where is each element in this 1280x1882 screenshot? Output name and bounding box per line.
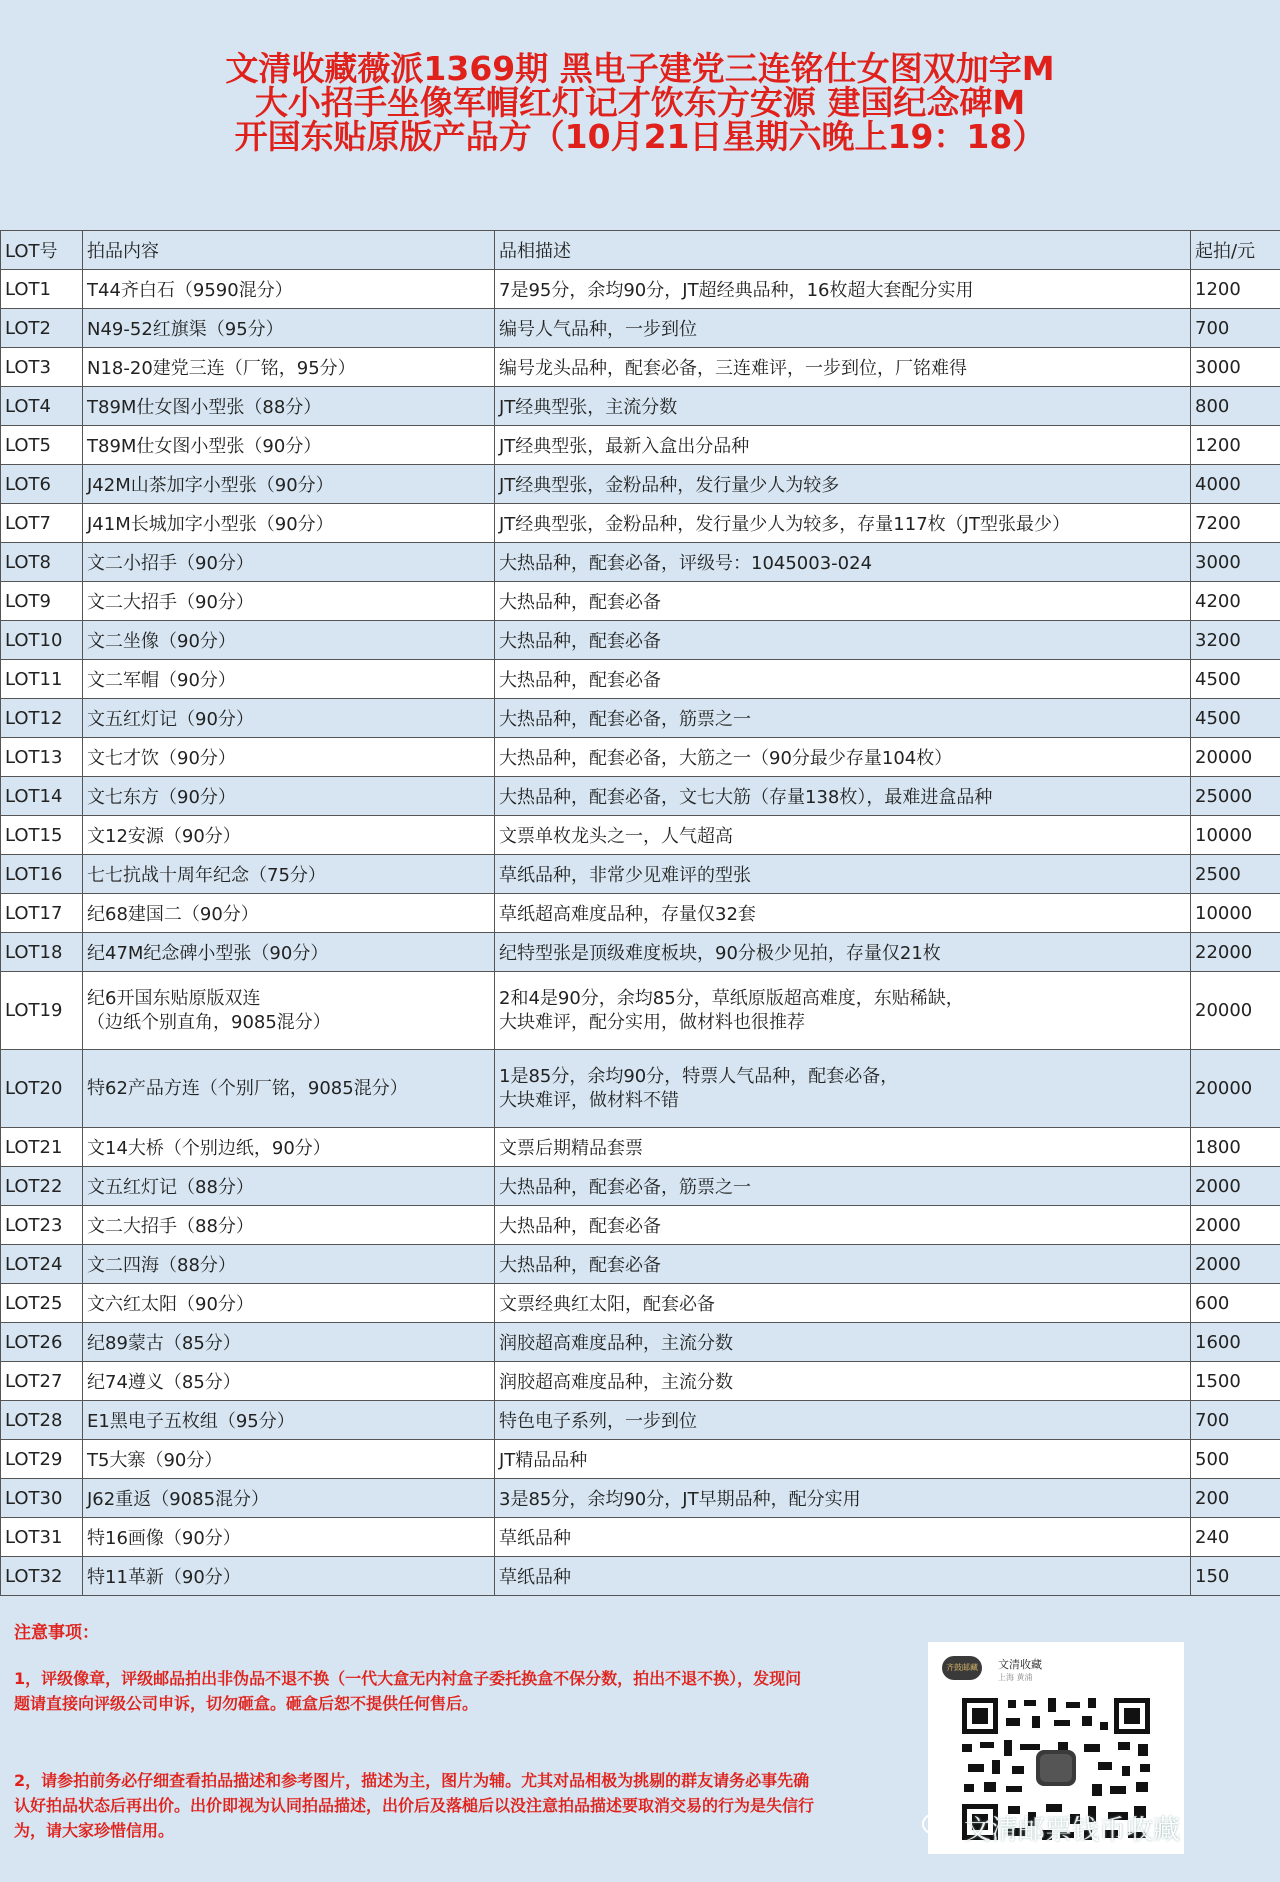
item-cell: 特16画像（90分） — [83, 1518, 495, 1557]
lot-cell: LOT6 — [1, 465, 83, 504]
item-cell: N18-20建党三连（厂铭，95分） — [83, 348, 495, 387]
price-cell: 25000 — [1191, 777, 1280, 816]
desc-cell: 草纸品种 — [495, 1557, 1191, 1596]
desc-cell — [495, 1050, 1191, 1128]
desc-cell: JT经典型张，金粉品种，发行量少人为较多 — [495, 465, 1191, 504]
desc-cell: JT经典型张，主流分数 — [495, 387, 1191, 426]
lot-cell: LOT10 — [1, 621, 83, 660]
header — [0, 0, 1280, 230]
desc-line: 1是85分，余均90分，特票人气品种，配套必备， — [499, 1065, 899, 1087]
price-cell: 2000 — [1191, 1167, 1280, 1206]
item-cell: 七七抗战十周年纪念（75分） — [83, 855, 495, 894]
header-price: 起拍/元 — [1191, 231, 1280, 270]
qr-logo: 齐鼓邮藏 — [942, 1656, 982, 1680]
lot-cell: LOT27 — [1, 1362, 83, 1401]
lot-cell: LOT8 — [1, 543, 83, 582]
price-cell: 700 — [1191, 1401, 1280, 1440]
lot-cell: LOT23 — [1, 1206, 83, 1245]
item-cell: 文14大桥（个别边纸，90分） — [83, 1128, 495, 1167]
table-row — [1, 738, 1280, 777]
item-cell — [83, 972, 495, 1050]
table-row — [1, 1401, 1280, 1440]
lot-cell: LOT26 — [1, 1323, 83, 1362]
price-cell: 4200 — [1191, 582, 1280, 621]
item-cell: 文二坐像（90分） — [83, 621, 495, 660]
price-cell: 10000 — [1191, 894, 1280, 933]
lot-cell: LOT29 — [1, 1440, 83, 1479]
notes-title: 注意事项： — [14, 1623, 99, 1643]
item-cell: 文二军帽（90分） — [83, 660, 495, 699]
lot-cell: LOT28 — [1, 1401, 83, 1440]
watermark: 文清邮票钱币收藏 — [964, 1815, 1180, 1846]
lot-cell: LOT24 — [1, 1245, 83, 1284]
desc-cell: 大热品种，配套必备 — [495, 1245, 1191, 1284]
table-row — [1, 1128, 1280, 1167]
table-row — [1, 1479, 1280, 1518]
price-cell: 1200 — [1191, 270, 1280, 309]
item-line: （边纸个别直角，9085混分） — [87, 1011, 331, 1033]
desc-cell: JT经典型张，最新入盒出分品种 — [495, 426, 1191, 465]
lot-cell: LOT18 — [1, 933, 83, 972]
lot-cell: LOT9 — [1, 582, 83, 621]
item-cell: T89M仕女图小型张（90分） — [83, 426, 495, 465]
table-row — [1, 1050, 1280, 1128]
desc-cell: 大热品种，配套必备 — [495, 582, 1191, 621]
lot-cell: LOT17 — [1, 894, 83, 933]
desc-cell: 润胶超高难度品种，主流分数 — [495, 1323, 1191, 1362]
desc-cell: 大热品种，配套必备 — [495, 621, 1191, 660]
price-cell: 2500 — [1191, 855, 1280, 894]
lot-cell: LOT19 — [1, 972, 83, 1050]
price-cell: 800 — [1191, 387, 1280, 426]
desc-cell: 大热品种，配套必备，筋票之一 — [495, 699, 1191, 738]
price-cell: 1600 — [1191, 1323, 1280, 1362]
header-item: 拍品内容 — [83, 231, 495, 270]
table-row — [1, 660, 1280, 699]
price-cell: 200 — [1191, 1479, 1280, 1518]
item-cell: J41M长城加字小型张（90分） — [83, 504, 495, 543]
desc-cell: 大热品种，配套必备，大筋之一（90分最少存量104枚） — [495, 738, 1191, 777]
price-cell: 2000 — [1191, 1245, 1280, 1284]
desc-cell: 文票单枚龙头之一，人气超高 — [495, 816, 1191, 855]
table-row — [1, 1245, 1280, 1284]
item-cell: 文六红太阳（90分） — [83, 1284, 495, 1323]
item-cell: 文二四海（88分） — [83, 1245, 495, 1284]
desc-cell: 大热品种，配套必备 — [495, 660, 1191, 699]
table-row — [1, 1557, 1280, 1596]
desc-line: 大块难评，做材料不错 — [499, 1089, 679, 1111]
desc-cell — [495, 972, 1191, 1050]
auction-table — [0, 230, 1280, 1596]
qr-account-location: 上海 黄浦 — [998, 1673, 1033, 1682]
desc-cell: JT精品品种 — [495, 1440, 1191, 1479]
lot-cell: LOT15 — [1, 816, 83, 855]
note-2: 2，请参拍前务必仔细查看拍品描述和参考图片，描述为主，图片为辅。尤其对品相极为挑剔的群友请务必事先确认好拍品状态后再出价。出价即视为认同拍品描述，出价后及落槌后以没注意拍品描述要取消交易的行为是失信行为，请大家珍惜信用。 — [14, 1771, 815, 1840]
lot-cell: LOT1 — [1, 270, 83, 309]
table-row — [1, 621, 1280, 660]
desc-line: 2和4是90分，余均85分，草纸原版超高难度，东贴稀缺， — [499, 987, 964, 1009]
lot-cell: LOT2 — [1, 309, 83, 348]
price-cell: 3200 — [1191, 621, 1280, 660]
price-cell: 4500 — [1191, 660, 1280, 699]
price-cell: 4000 — [1191, 465, 1280, 504]
price-cell: 2000 — [1191, 1206, 1280, 1245]
lot-cell: LOT31 — [1, 1518, 83, 1557]
item-line: 特62产品方连（个别厂铭，9085混分） — [87, 1077, 408, 1099]
price-cell: 3000 — [1191, 348, 1280, 387]
table-row — [1, 894, 1280, 933]
note-1: 1，评级像章，评级邮品拍出非伪品不退不换（一代大盒无内衬盒子委托换盒不保分数，拍出不退不换），发现问题请直接向评级公司申诉，切勿砸盒。砸盒后恕不提供任何售后。 — [14, 1669, 802, 1713]
table-row — [1, 309, 1280, 348]
item-cell: T44齐白石（9590混分） — [83, 270, 495, 309]
item-cell: 文七才饮（90分） — [83, 738, 495, 777]
item-cell: 纪47M纪念碑小型张（90分） — [83, 933, 495, 972]
price-cell: 20000 — [1191, 738, 1280, 777]
table-row — [1, 348, 1280, 387]
item-cell: J42M山茶加字小型张（90分） — [83, 465, 495, 504]
lot-cell: LOT11 — [1, 660, 83, 699]
table-row — [1, 972, 1280, 1050]
item-line: 纪6开国东贴原版双连 — [87, 987, 261, 1009]
price-cell: 22000 — [1191, 933, 1280, 972]
table-row — [1, 1284, 1280, 1323]
title-line: 大小招手坐像军帽红灯记才饮东方安源 建国纪念碑M — [254, 83, 1026, 122]
lot-cell: LOT32 — [1, 1557, 83, 1596]
table-row — [1, 855, 1280, 894]
lot-cell: LOT30 — [1, 1479, 83, 1518]
table-row — [1, 1518, 1280, 1557]
item-cell: J62重返（9085混分） — [83, 1479, 495, 1518]
table-row — [1, 387, 1280, 426]
lot-cell: LOT25 — [1, 1284, 83, 1323]
table-row — [1, 1440, 1280, 1479]
desc-cell: 特色电子系列，一步到位 — [495, 1401, 1191, 1440]
item-cell: 文二小招手（90分） — [83, 543, 495, 582]
lot-cell: LOT21 — [1, 1128, 83, 1167]
lot-cell: LOT7 — [1, 504, 83, 543]
table-header-row — [1, 231, 1280, 270]
price-cell: 1800 — [1191, 1128, 1280, 1167]
table-row — [1, 933, 1280, 972]
desc-cell: 编号人气品种，一步到位 — [495, 309, 1191, 348]
table-row — [1, 426, 1280, 465]
item-cell: 纪74遵义（85分） — [83, 1362, 495, 1401]
item-cell: N49-52红旗渠（95分） — [83, 309, 495, 348]
price-cell: 4500 — [1191, 699, 1280, 738]
price-cell: 10000 — [1191, 816, 1280, 855]
wechat-icon — [922, 1812, 956, 1840]
desc-cell: 草纸品种 — [495, 1518, 1191, 1557]
desc-cell: 7是95分，余均90分，JT超经典品种，16枚超大套配分实用 — [495, 270, 1191, 309]
price-cell: 240 — [1191, 1518, 1280, 1557]
item-cell: 文12安源（90分） — [83, 816, 495, 855]
desc-cell: 大热品种，配套必备，文七大筋（存量138枚），最难进盒品种 — [495, 777, 1191, 816]
table-row — [1, 1206, 1280, 1245]
item-cell: 文五红灯记（90分） — [83, 699, 495, 738]
price-cell: 700 — [1191, 309, 1280, 348]
lot-cell: LOT14 — [1, 777, 83, 816]
table-row — [1, 582, 1280, 621]
item-cell: 文二大招手（88分） — [83, 1206, 495, 1245]
table-row — [1, 1362, 1280, 1401]
page-title — [0, 49, 1280, 156]
table-row — [1, 699, 1280, 738]
price-cell: 600 — [1191, 1284, 1280, 1323]
desc-cell: 草纸超高难度品种，存量仅32套 — [495, 894, 1191, 933]
table-row — [1, 1167, 1280, 1206]
price-cell: 150 — [1191, 1557, 1280, 1596]
lot-cell: LOT22 — [1, 1167, 83, 1206]
item-cell: 纪89蒙古（85分） — [83, 1323, 495, 1362]
table-row — [1, 1323, 1280, 1362]
title-line: 文清收藏薇派1369期 黑电子建党三连铭仕女图双加字M — [225, 49, 1055, 88]
lot-cell: LOT12 — [1, 699, 83, 738]
price-cell: 7200 — [1191, 504, 1280, 543]
item-cell: 纪68建国二（90分） — [83, 894, 495, 933]
table-row — [1, 465, 1280, 504]
price-cell: 500 — [1191, 1440, 1280, 1479]
price-cell: 1500 — [1191, 1362, 1280, 1401]
item-cell — [83, 1050, 495, 1128]
table-row — [1, 504, 1280, 543]
item-cell: E1黑电子五枚组（95分） — [83, 1401, 495, 1440]
desc-cell: 草纸品种，非常少见难评的型张 — [495, 855, 1191, 894]
header-desc: 品相描述 — [495, 231, 1191, 270]
header-lot: LOT号 — [1, 231, 83, 270]
desc-cell: 编号龙头品种，配套必备，三连难评，一步到位，厂铭难得 — [495, 348, 1191, 387]
item-cell: 文七东方（90分） — [83, 777, 495, 816]
desc-cell: 文票经典红太阳，配套必备 — [495, 1284, 1191, 1323]
desc-cell: 纪特型张是顶级难度板块，90分极少见拍，存量仅21枚 — [495, 933, 1191, 972]
lot-cell: LOT20 — [1, 1050, 83, 1128]
lot-cell: LOT3 — [1, 348, 83, 387]
desc-cell: 3是85分，余均90分，JT早期品种，配分实用 — [495, 1479, 1191, 1518]
desc-cell: 大热品种，配套必备 — [495, 1206, 1191, 1245]
item-cell: 特11革新（90分） — [83, 1557, 495, 1596]
table-row — [1, 777, 1280, 816]
item-cell: T89M仕女图小型张（88分） — [83, 387, 495, 426]
item-cell: 文五红灯记（88分） — [83, 1167, 495, 1206]
item-cell: 文二大招手（90分） — [83, 582, 495, 621]
desc-cell: 大热品种，配套必备，评级号：1045003-024 — [495, 543, 1191, 582]
price-cell: 20000 — [1191, 972, 1280, 1050]
lot-cell: LOT5 — [1, 426, 83, 465]
table-row — [1, 543, 1280, 582]
title-line: 开国东贴原版产品方（10月21日星期六晚上19：18） — [234, 117, 1046, 156]
table-row — [1, 270, 1280, 309]
desc-cell: 大热品种，配套必备，筋票之一 — [495, 1167, 1191, 1206]
item-cell: T5大寨（90分） — [83, 1440, 495, 1479]
table-row — [1, 816, 1280, 855]
desc-cell: 文票后期精品套票 — [495, 1128, 1191, 1167]
lot-cell: LOT4 — [1, 387, 83, 426]
price-cell: 20000 — [1191, 1050, 1280, 1128]
lot-cell: LOT13 — [1, 738, 83, 777]
desc-cell: JT经典型张，金粉品种，发行量少人为较多，存量117枚（JT型张最少） — [495, 504, 1191, 543]
lot-cell: LOT16 — [1, 855, 83, 894]
qr-account-name: 文清收藏 — [998, 1658, 1042, 1671]
price-cell: 3000 — [1191, 543, 1280, 582]
price-cell: 1200 — [1191, 426, 1280, 465]
desc-cell: 润胶超高难度品种，主流分数 — [495, 1362, 1191, 1401]
desc-line: 大块难评，配分实用，做材料也很推荐 — [499, 1011, 805, 1033]
